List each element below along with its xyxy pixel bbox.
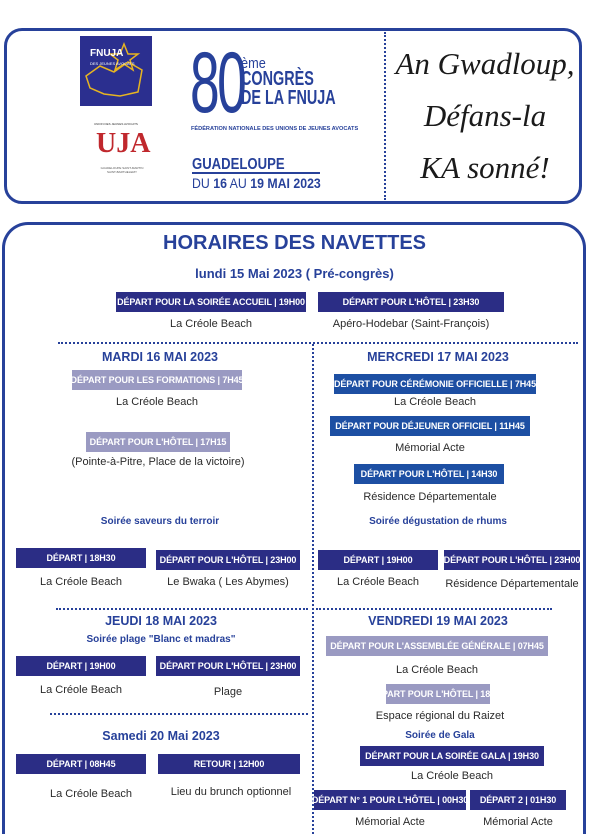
- vendredi-location-5: Mémorial Acte: [483, 816, 553, 828]
- mardi-location-2: (Pointe-à-Pitre, Place de la victoire): [71, 456, 245, 468]
- mardi-button-4: DÉPART POUR L'HÔTEL | 23H00: [156, 550, 300, 570]
- mercredi-location-1: La Créole Beach: [394, 396, 476, 408]
- jeudi-button-2: DÉPART POUR L'HÔTEL | 23H00: [156, 656, 300, 676]
- divider-3: [50, 713, 308, 715]
- fnuja-logo-text: FNUJA: [90, 48, 124, 59]
- header-divider: [384, 32, 386, 200]
- congress-number: 80: [190, 35, 245, 131]
- mercredi-button-4: DÉPART | 19H00: [318, 550, 438, 570]
- dates-prefix: DU: [192, 175, 214, 191]
- dates-end: 19 MAI 2023: [250, 175, 321, 191]
- lundi-heading: lundi 15 Mai 2023 ( Pré-congrès): [195, 266, 394, 281]
- vendredi-button-2: DÉPART POUR L'HÔTEL | 18H00: [386, 684, 490, 704]
- congress-line2: DE LA FNUJA: [241, 87, 336, 109]
- vendredi-button-5: DÉPART 2 | 01H30: [470, 790, 566, 810]
- mercredi-button-2: DÉPART POUR DÉJEUNER OFFICIEL | 11H45: [330, 416, 530, 436]
- mercredi-heading: MERCREDI 17 MAI 2023: [367, 350, 509, 364]
- divider-1: [58, 342, 578, 344]
- congress-title: [241, 70, 336, 108]
- vendredi-heading: VENDREDI 19 MAI 2023: [368, 614, 508, 628]
- federation-name: FÉDÉRATION NATIONALE DES UNIONS DE JEUNES AVOCATS: [191, 126, 359, 132]
- samedi-button-1: DÉPART | 08H45: [16, 754, 146, 774]
- lundi-location-2: Apéro-Hodebar (Saint-François): [332, 318, 490, 330]
- location-underline: [192, 172, 320, 174]
- lundi-button-2: DÉPART POUR L'HÔTEL | 23H30: [318, 292, 504, 312]
- samedi-button-2: RETOUR | 12H00: [158, 754, 300, 774]
- vendredi-button-4: DÉPART N° 1 POUR L'HÔTEL | 00H30: [314, 790, 466, 810]
- congress-suffix: ème: [241, 55, 266, 72]
- fnuja-logo: [80, 36, 152, 106]
- congress-line1: CONGRÈS: [241, 68, 314, 90]
- vendredi-location-2: Espace régional du Raizet: [375, 710, 505, 722]
- vendredi-location-3: La Créole Beach: [411, 770, 493, 782]
- mercredi-button-5: DÉPART POUR L'HÔTEL | 23H00: [444, 550, 580, 570]
- mardi-button-3: DÉPART | 18H30: [16, 548, 146, 568]
- mercredi-location-2: Mémorial Acte: [395, 442, 465, 454]
- mercredi-location-4: La Créole Beach: [337, 576, 419, 588]
- jeudi-location-2: Plage: [213, 686, 243, 698]
- star-map-icon: [80, 36, 152, 106]
- vendredi-button-3: DÉPART POUR LA SOIRÉE GALA | 19H30: [360, 746, 544, 766]
- uja-logo-top: UNION DES JEUNES AVOCATS: [94, 122, 138, 126]
- congress-dates: [192, 175, 321, 191]
- fnuja-logo-subtext: DES JEUNES AVOCATS: [90, 61, 135, 66]
- slogan-line2: Défans-la: [423, 98, 547, 133]
- dates-mid: AU: [226, 175, 251, 191]
- vendredi-evening: Soirée de Gala: [405, 730, 475, 741]
- mercredi-button-1: DÉPART POUR CÉRÉMONIE OFFICIELLE | 7H45: [334, 374, 536, 394]
- mercredi-button-3: DÉPART POUR L'HÔTEL | 14H30: [354, 464, 504, 484]
- jeudi-evening: Soirée plage "Blanc et madras": [86, 634, 236, 645]
- vendredi-location-4: Mémorial Acte: [355, 816, 425, 828]
- mercredi-location-5: Résidence Départementale: [445, 578, 579, 590]
- mardi-location-1: La Créole Beach: [116, 396, 198, 408]
- uja-logo-text: UJA: [96, 128, 151, 159]
- vendredi-button-1: DÉPART POUR L'ASSEMBLÉE GÉNÉRALE | 07H45: [326, 636, 548, 656]
- slogan-line3: KA sonné!: [420, 150, 550, 185]
- mardi-location-4: Le Bwaka ( Les Abymes): [167, 576, 289, 588]
- mardi-evening: Soirée saveurs du terroir: [100, 516, 220, 527]
- dates-start: 16: [213, 175, 227, 191]
- divider-2-left: [56, 608, 308, 610]
- uja-logo-bottom: GUADELOUPE SAINT-MARTIN SAINT-BARTHELEMY: [100, 166, 144, 174]
- divider-vertical: [312, 344, 314, 834]
- divider-2-right: [316, 608, 552, 610]
- mardi-location-3: La Créole Beach: [40, 576, 122, 588]
- jeudi-location-1: La Créole Beach: [40, 684, 122, 696]
- mardi-heading: MARDI 16 MAI 2023: [101, 350, 218, 364]
- samedi-heading: Samedi 20 Mai 2023: [102, 729, 220, 743]
- mardi-button-2: DÉPART POUR L'HÔTEL | 17H15: [86, 432, 230, 452]
- jeudi-button-1: DÉPART | 19H00: [16, 656, 146, 676]
- uja-logo: [92, 122, 151, 188]
- jeudi-heading: JEUDI 18 MAI 2023: [105, 614, 217, 628]
- lundi-button-1: DÉPART POUR LA SOIRÉE ACCUEIL | 19H00: [116, 292, 306, 312]
- vendredi-location-1: La Créole Beach: [396, 664, 478, 676]
- congress-location: GUADELOUPE: [192, 156, 285, 173]
- samedi-location-1: La Créole Beach: [50, 788, 132, 800]
- mercredi-location-3: Résidence Départementale: [363, 491, 497, 503]
- mardi-button-1: DÉPART POUR LES FORMATIONS | 7H45: [72, 370, 242, 390]
- page-title: HORAIRES DES NAVETTES: [163, 232, 426, 254]
- samedi-location-2: Lieu du brunch optionnel: [170, 786, 292, 798]
- slogan-line1: An Gwadloup,: [395, 46, 575, 81]
- lundi-location-1: La Créole Beach: [170, 318, 252, 330]
- mercredi-evening: Soirée dégustation de rhums: [369, 516, 507, 527]
